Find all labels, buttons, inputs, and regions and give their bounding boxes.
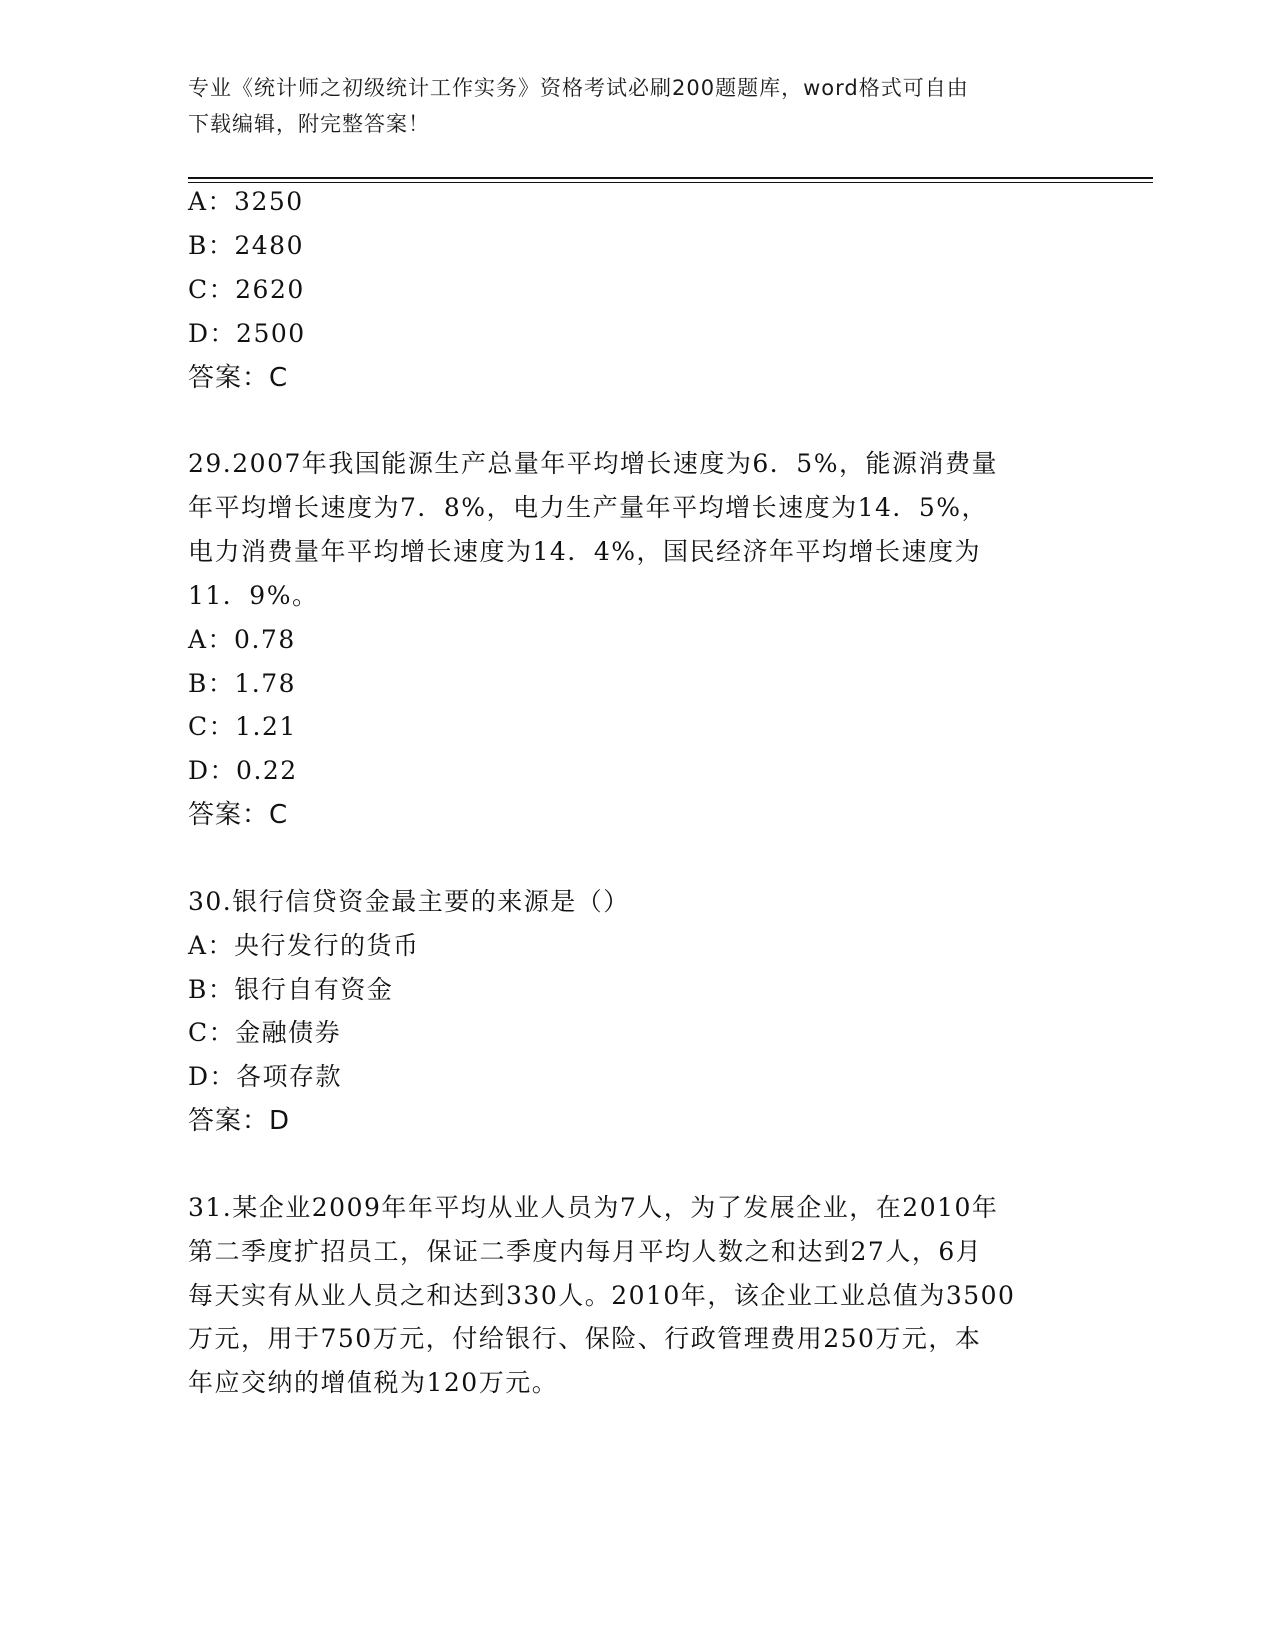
page-header — [188, 70, 1098, 142]
q28-option-a: A：3250 — [188, 187, 304, 216]
q29-option-a: A：0.78 — [188, 625, 296, 654]
q30-option-b: B：银行自有资金 — [188, 975, 394, 1004]
header-line-2: 下载编辑，附完整答案！ — [188, 112, 430, 136]
q30-option-d: D：各项存款 — [188, 1062, 343, 1091]
header-rule-thin — [188, 182, 1153, 183]
q28-answer: 答案：C — [188, 363, 289, 393]
q29-option-b: B：1.78 — [188, 669, 297, 698]
q29-option-c: C：1.21 — [188, 712, 297, 741]
q31-text-line-5: 年应交纳的增值税为120万元。 — [188, 1368, 559, 1397]
q31-text-line-2: 第二季度扩招员工，保证二季度内每月平均人数之和达到27人，6月 — [188, 1237, 983, 1266]
q29-text-line-2: 年平均增长速度为7．8%，电力生产量年平均增长速度为14．5%， — [188, 493, 989, 522]
header-rule-thick — [188, 177, 1153, 179]
q29-answer: 答案：C — [188, 800, 289, 830]
q30-option-c: C：金融债券 — [188, 1018, 342, 1047]
q30-option-a: A：央行发行的货币 — [188, 931, 420, 960]
header-line-1: 专业《统计师之初级统计工作实务》资格考试必刷200题题库，word格式可自由 — [188, 76, 969, 100]
q29-option-d: D：0.22 — [188, 756, 298, 785]
q28-option-d: D：2500 — [188, 319, 306, 348]
q31-text-line-1: 31.某企业2009年年平均从业人员为7人，为了发展企业，在2010年 — [188, 1193, 999, 1222]
q30-question: 30.银行信贷资金最主要的来源是（） — [188, 887, 630, 916]
q31-text-line-4: 万元，用于750万元，付给银行、保险、行政管理费用250万元，本 — [188, 1324, 982, 1353]
q30-answer: 答案：D — [188, 1106, 291, 1136]
q28-option-c: C：2620 — [188, 275, 305, 304]
q29-text-line-3: 电力消费量年平均增长速度为14．4%，国民经济年平均增长速度为 — [188, 537, 981, 566]
q28-option-b: B：2480 — [188, 231, 304, 260]
q29-text-line-4: 11．9%。 — [188, 581, 319, 610]
q29-text-line-1: 29.2007年我国能源生产总量年平均增长速度为6．5%，能源消费量 — [188, 449, 998, 478]
q31-text-line-3: 每天实有从业人员之和达到330人。2010年，该企业工业总值为3500 — [188, 1281, 1016, 1310]
